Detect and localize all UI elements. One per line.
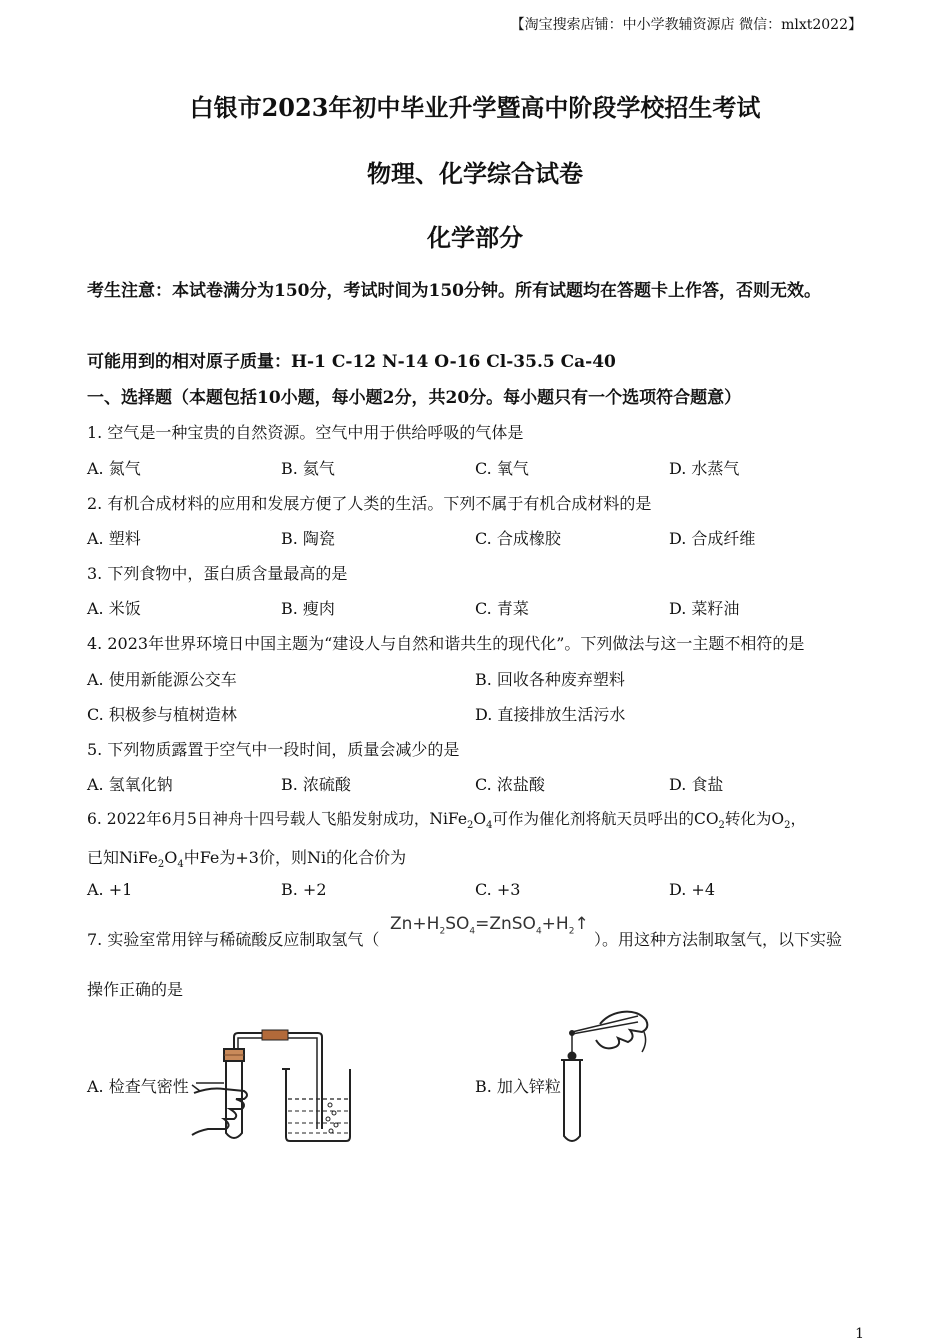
question-5: 5. 下列物质露置于空气中一段时间，质量会减少的是 [87,740,460,759]
q5-option-c: C. 浓盐酸 [475,775,545,794]
question-7-end: ）。用这种方法制取氢气，以下实验 [594,930,843,949]
q1-option-d: D. 水蒸气 [669,459,740,478]
q3-option-a: A. 米饭 [87,599,141,618]
q1-option-a: A. 氮气 [87,459,141,478]
q7-option-b: B. 加入锌粒 [475,1077,561,1096]
q4-option-d: D. 直接排放生活污水 [475,705,626,724]
q4-option-a: A. 使用新能源公交车 [87,670,237,689]
question-7-line-2: 操作正确的是 [87,980,184,999]
exam-title: 白银市2023年初中毕业升学暨高中阶段学校招生考试 [189,93,761,122]
q6-option-a: A. +1 [87,880,133,899]
question-4: 4. 2023年世界环境日中国主题为“建设人与自然和谐共生的现代化”。下列做法与这一主题不相符的是 [87,634,805,653]
q2-option-b: B. 陶瓷 [281,529,335,548]
q7-option-a: A. 检查气密性 [87,1077,189,1096]
section-title: 化学部分 [427,223,523,252]
question-3: 3. 下列食物中，蛋白质含量最高的是 [87,564,348,583]
q2-option-d: D. 合成纤维 [669,529,756,548]
reaction-equation: $Zn+H_2SO_4=ZnSO_4+H_2↑$ [390,914,589,937]
header-note: 【淘宝搜索店铺：中小学教辅资源店 微信：mlxt2022】 [510,17,862,33]
q6-option-b: B. +2 [281,880,327,899]
q2-option-a: A. 塑料 [87,529,141,548]
q2-option-c: C. 合成橡胶 [475,529,561,548]
question-6-line-1: 6. 2022年6月5日神舟十四号载人飞船发射成功，$NiFe_2O_4$可作为催化剂将航天员呼出的$CO_2$转化为$O_2$， [87,810,807,832]
q1-option-c: C. 氧气 [475,459,529,478]
q4-option-c: C. 积极参与植树造林 [87,705,237,724]
question-6-line-2: 已知$NiFe_2O_4$中Fe为+3价，则Ni的化合价为 [87,848,407,871]
question-7-start: 7. 实验室常用锌与稀硫酸反应制取氢气（ [87,930,380,949]
q3-option-c: C. 青菜 [475,599,529,618]
section-heading: 一、选择题（本题包括10小题，每小题2分，共20分。每小题只有一个选项符合题意） [87,388,742,408]
question-2: 2. 有机合成材料的应用和发展方便了人类的生活。下列不属于有机合成材料的是 [87,494,652,513]
adding-zinc-figure [552,1010,652,1146]
q3-option-b: B. 瘦肉 [281,599,335,618]
q5-option-b: B. 浓硫酸 [281,775,351,794]
q5-option-a: A. 氢氧化钠 [87,775,173,794]
q1-option-b: B. 氦气 [281,459,335,478]
airtightness-check-figure [190,1025,360,1147]
q6-option-c: C. +3 [475,880,521,899]
question-1: 1. 空气是一种宝贵的自然资源。空气中用于供给呼吸的气体是 [87,423,524,442]
q6-option-d: D. +4 [669,880,716,899]
exam-notice: 考生注意：本试卷满分为150分，考试时间为150分钟。所有试题均在答题卡上作答，否则无效。 [87,281,821,301]
page-number: 1 [855,1326,864,1342]
q3-option-d: D. 菜籽油 [669,599,740,618]
q4-option-b: B. 回收各种废弃塑料 [475,670,625,689]
exam-subtitle: 物理、化学综合试卷 [367,159,583,188]
atomic-mass-line: 可能用到的相对原子质量：H-1 C-12 N-14 O-16 Cl-35.5 Ca-40 [87,352,616,372]
q5-option-d: D. 食盐 [669,775,724,794]
